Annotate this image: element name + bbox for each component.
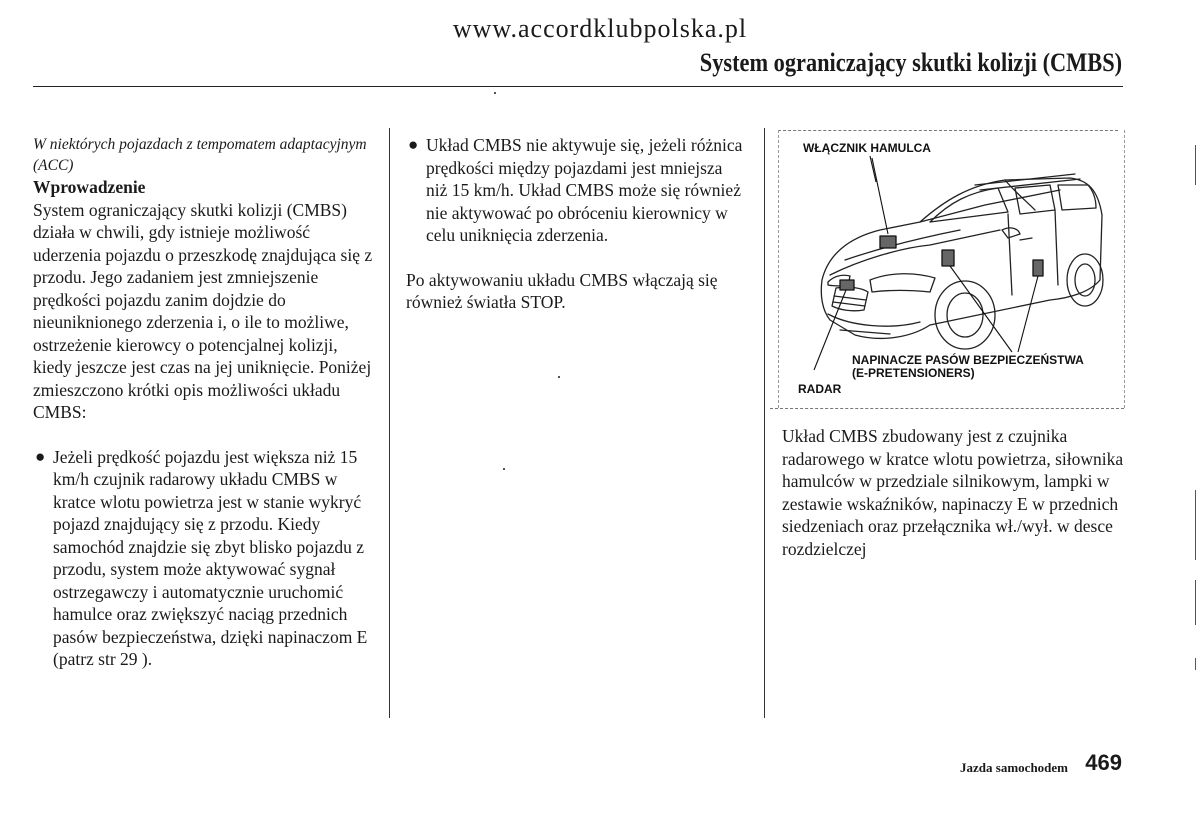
scan-edge-mark <box>1195 658 1196 670</box>
label-brake-switch: WŁĄCZNIK HAMULCA <box>803 141 931 155</box>
label-pretensioners-line1: NAPINACZE PASÓW BEZPIECZEŃSTWA <box>852 353 1084 367</box>
scan-speck <box>494 92 496 94</box>
bullet-icon: ● <box>35 446 46 466</box>
scan-edge-mark <box>1195 145 1196 185</box>
column-divider-1 <box>389 128 390 718</box>
scan-speck <box>558 376 560 378</box>
scan-speck <box>503 468 505 470</box>
column-2 <box>406 134 746 314</box>
bullet-item <box>33 446 373 671</box>
intro-paragraph: System ograniczający skutki kolizji (CMBS) działa w chwili, gdy istnieje możliwość uderzenia pojazdu o przeszkodę znajdująca się z przodu. Jego zadaniem jest zmniejszenie prędkości pojazdu zanim dojdzie do nieuniknionego zderzenia i, o ile to możliwe, ostrzeżenie kierowcy o potencjalnej kolizji, kiedy jeszcze jest czas na jej uniknięcie. Poniżej zmieszczono krótki opis możliwości układu CMBS: <box>33 199 373 422</box>
scan-edge-mark <box>1195 580 1196 625</box>
bullet-text: Układ CMBS nie aktywuje się, jeżeli różnica prędkości między pojazdami jest mniejsza niż 15 km/h. Układ CMBS może się również nie aktywować po obróceniu kierownicy w celu uniknięcia zderzenia. <box>426 135 743 245</box>
components-paragraph: Układ CMBS zbudowany jest z czujnika radarowego w kratce wlotu powietrza, siłownika hamulców w przedziale silnikowym, lampki w zestawie wskaźników, napinaczy E w przednich siedzeniach oraz przełącznika wł./wył. w desce rozdzielczej <box>782 426 1124 559</box>
page-title: System ograniczający skutki kolizji (CMBS) <box>699 48 1122 77</box>
bullet-item <box>406 134 746 247</box>
bullet-icon: ● <box>408 135 419 154</box>
title-rule <box>33 86 1123 87</box>
cmbs-components-figure <box>770 130 1126 412</box>
stop-lights-paragraph: Po aktywowaniu układu CMBS włączają się również światła STOP. <box>406 269 718 312</box>
column-3 <box>782 425 1127 560</box>
site-url: www.accordklubpolska.pl <box>452 14 748 43</box>
page-number: 469 <box>1085 750 1122 775</box>
applicability-note: W niektórych pojazdach z tempomatem adaptacyjnym (ACC) <box>33 136 367 174</box>
column-1 <box>33 134 373 671</box>
bullet-text: Jeżeli prędkość pojazdu jest większa niż 15 km/h czujnik radarowy układu CMBS w kratce wlotu powietrza jest w stanie wykryć pojazd znajdujący się z przodu. Kiedy samochód znajdzie się zbyt blisko pojazdu z przodu, system może aktywować sygnał ostrzegawczy i automatycznie uruchomić hamulce oraz zwiększyć naciąg przednich pasów bezpieczeństwa, dzięki napinaczom E (patrz str 29 ). <box>53 446 368 669</box>
section-heading: Wprowadzenie <box>33 177 146 197</box>
column-divider-2 <box>764 128 765 718</box>
footer-section-name: Jazda samochodem <box>960 760 1068 775</box>
label-radar: RADAR <box>798 382 842 396</box>
label-pretensioners-line2: (E-PRETENSIONERS) <box>852 366 975 380</box>
scan-edge-mark <box>1195 490 1196 560</box>
